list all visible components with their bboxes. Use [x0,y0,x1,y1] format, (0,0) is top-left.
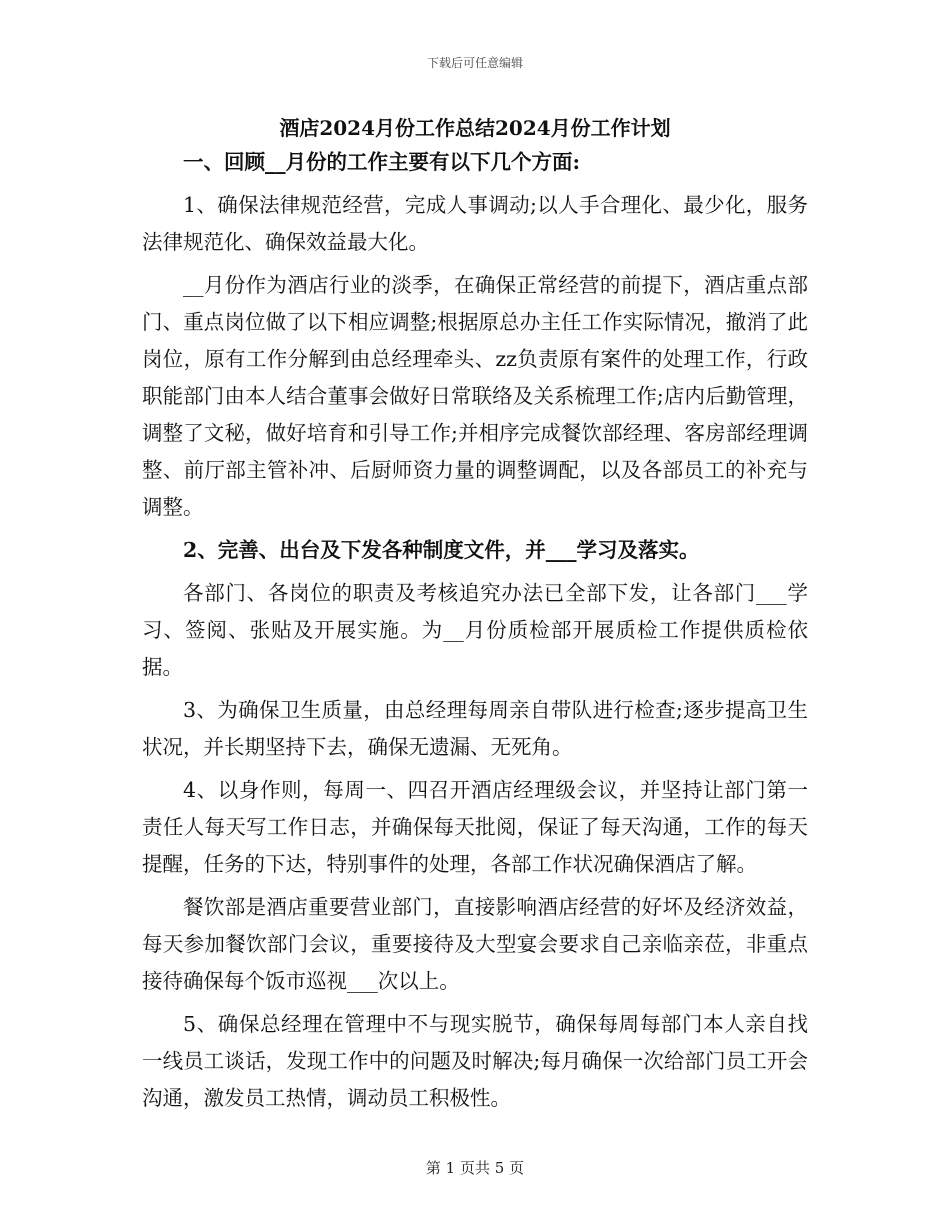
paragraph-item-5: 5、确保总经理在管理中不与现实脱节，确保每周每部门本人亲自找一线员工谈话，发现工作中的问题及时解决;每月确保一次给部门员工开会沟通，激发员工热情，调动员工积极性。 [142,1012,808,1110]
page-header: 下载后可任意编辑 [426,56,523,70]
paragraph-catering: 餐饮部是酒店重要营业部门，直接影响酒店经营的好坏及经济效益，每天参加餐饮部门会议，重要接待及大型宴会要求自己亲临亲莅，非重点接待确保每个饭市巡视___次以上。 [142,895,808,993]
paragraph-item-3: 3、为确保卫生质量，由总经理每周亲自带队进行检查;逐步提高卫生状况，并长期坚持下去，确保无遗漏、无死角。 [142,698,808,759]
document-title: 酒店2024月份工作总结2024月份工作计划 [279,116,671,140]
page-footer: 第 1 页共 5 页 [425,1159,525,1177]
document-body [142,112,808,1123]
section-heading-review: 一、回顾__月份的工作主要有以下几个方面: [183,150,581,174]
paragraph-item-4: 4、以身作则，每周一、四召开酒店经理级会议，并坚持让部门第一责任人每天写工作日志，并确保每天批阅，保证了每天沟通，工作的每天提醒，任务的下达，特别事件的处理，各部工作状况确保酒店了解。 [142,778,808,876]
paragraph-regulations: 各部门、各岗位的职责及考核追究办法已全部下发，让各部门___学习、签阅、张贴及开展实施。为__月份质检部开展质检工作提供质检依据。 [142,581,808,679]
paragraph-item-2-heading: 2、完善、出台及下发各种制度文件，并___学习及落实。 [183,538,700,562]
paragraph-adjustments: __月份作为酒店行业的淡季，在确保正常经营的前提下，酒店重点部门、重点岗位做了以下相应调整;根据原总办主任工作实际情况，撤消了此岗位，原有工作分解到由总经理牵头、zz负责原有案件的处理工作，行政职能部门由本人结合董事会做好日常联络及关系梳理工作;店内后勤管理，调整了文秘，做好培育和引导工作;并相序完成餐饮部经理、客房部经理调整、前厅部主管补冲、后厨师资力量的调整调配，以及各部员工的补充与调整。 [142,273,808,519]
paragraph-item-1: 1、确保法律规范经营，完成人事调动;以人手合理化、最少化，服务法律规范化、确保效益最大化。 [142,193,808,254]
